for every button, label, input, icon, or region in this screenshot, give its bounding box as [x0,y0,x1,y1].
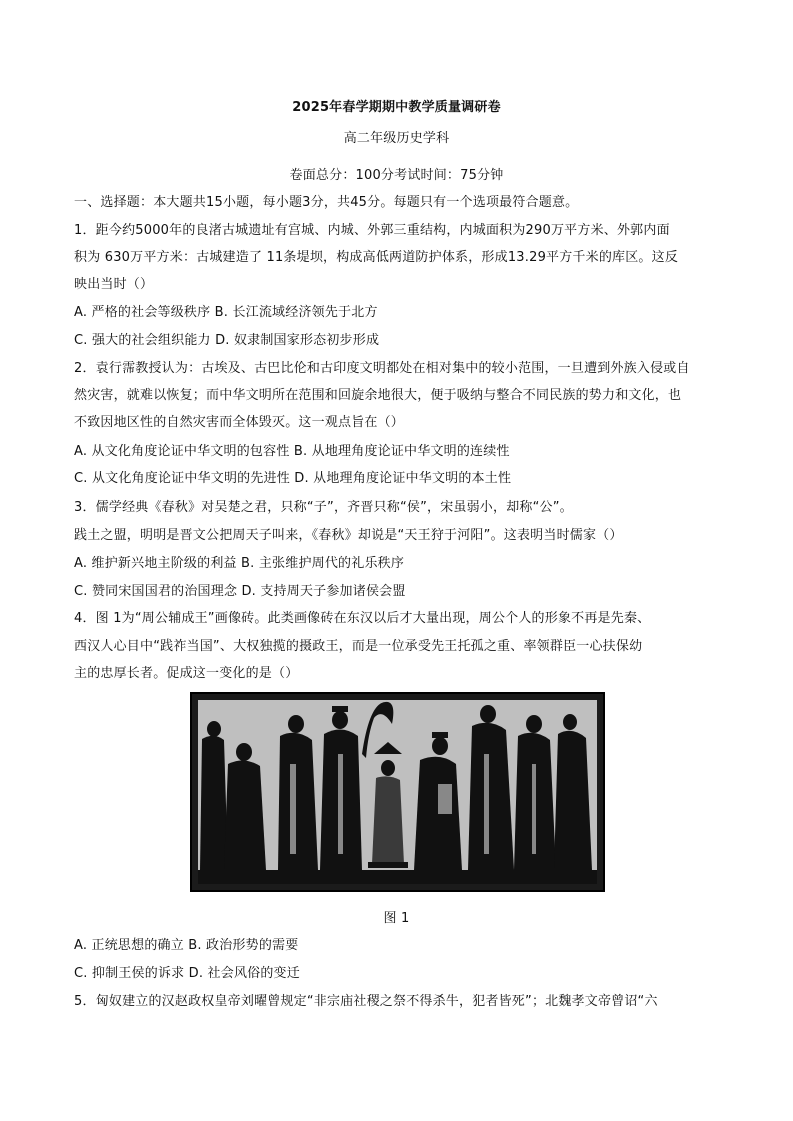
q2-options-row-1: A. 从文化角度论证中华文明的包容性 B. 从地理角度论证中华文明的连续性 [74,444,510,459]
q1-stem-line-3: 映出当时（） [74,277,154,292]
q2-stem-line-3: 不致因地区性的自然灾害而全体毁灭。这一观点旨在（） [74,415,405,430]
q1-stem-line-2: 积为 630万平方米：古城建造了 11条堤坝，构成高低两道防护体系，形成13.29平方千米的库区。这反 [74,250,679,265]
q1-options-row-1: A. 严格的社会等级秩序 B. 长江流域经济领先于北方 [74,305,378,320]
q3-options-row-2: C. 赞同宋国国君的治国理念 D. 支持周天子参加诸侯会盟 [74,584,406,599]
q3-options-row-1: A. 维护新兴地主阶级的利益 B. 主张维护周代的礼乐秩序 [74,556,405,571]
exam-title: 2025年春学期期中教学质量调研卷 [292,100,501,115]
q1-stem-line-1: 1．距今约5000年的良渚古城遗址有宫城、内城、外郭三重结构，内城面积为290万平方米、外郭内面 [74,223,670,238]
q2-stem-line-1: 2．袁行霈教授认为：古埃及、古巴比伦和古印度文明都处在相对集中的较小范围，一旦遭到外族入侵或自 [74,361,690,376]
q2-stem-line-2: 然灾害，就难以恢复；而中华文明所在范围和回旋余地很大，便于吸纳与整合不同民族的势力和文化，也 [74,388,682,403]
q4-stem-line-3: 主的忠厚长者。促成这一变化的是（） [74,666,299,681]
q1-options-row-2: C. 强大的社会组织能力 D. 奴隶制国家形态初步形成 [74,333,380,348]
section-heading: 一、选择题：本大题共15小题，每小题3分，共45分。每题只有一个选项最符合题意。 [74,195,579,210]
q2-options-row-2: C. 从文化角度论证中华文明的先进性 D. 从地理角度论证中华文明的本土性 [74,471,512,486]
q4-options-row-1: A. 正统思想的确立 B. 政治形势的需要 [74,938,299,953]
q4-stem-line-2: 西汉人心目中“践祚当国”、大权独揽的摄政王，而是一位承受先王托孤之重、率领群臣一心扶保幼 [74,639,643,654]
zhougong-fucheng-wang-relief-image [190,692,605,892]
exam-subtitle: 高二年级历史学科 [343,131,450,146]
figure-caption: 图 1 [383,911,410,926]
q4-stem-line-1: 4．图 1为“周公辅成王”画像砖。此类画像砖在东汉以后才大量出现，周公个人的形象不再是先秦、 [74,611,651,626]
q3-stem-line-2: 践土之盟，明明是晋文公把周天子叫来，《春秋》却说是“天王狩于河阳”。这表明当时儒家（） [74,528,623,543]
exam-meta: 卷面总分：100分考试时间：75分钟 [289,168,504,183]
q5-stem-line-1: 5．匈奴建立的汉赵政权皇帝刘曜曾规定“非宗庙社稷之祭不得杀牛，犯者皆死”；北魏孝文帝曾诏“六 [74,994,658,1009]
q4-options-row-2: C. 抑制王侯的诉求 D. 社会风俗的变迁 [74,966,300,981]
q3-stem-line-1: 3．儒学经典《春秋》对吴楚之君，只称“子”，齐晋只称“侯”，宋虽弱小，却称“公”。 [74,500,573,515]
